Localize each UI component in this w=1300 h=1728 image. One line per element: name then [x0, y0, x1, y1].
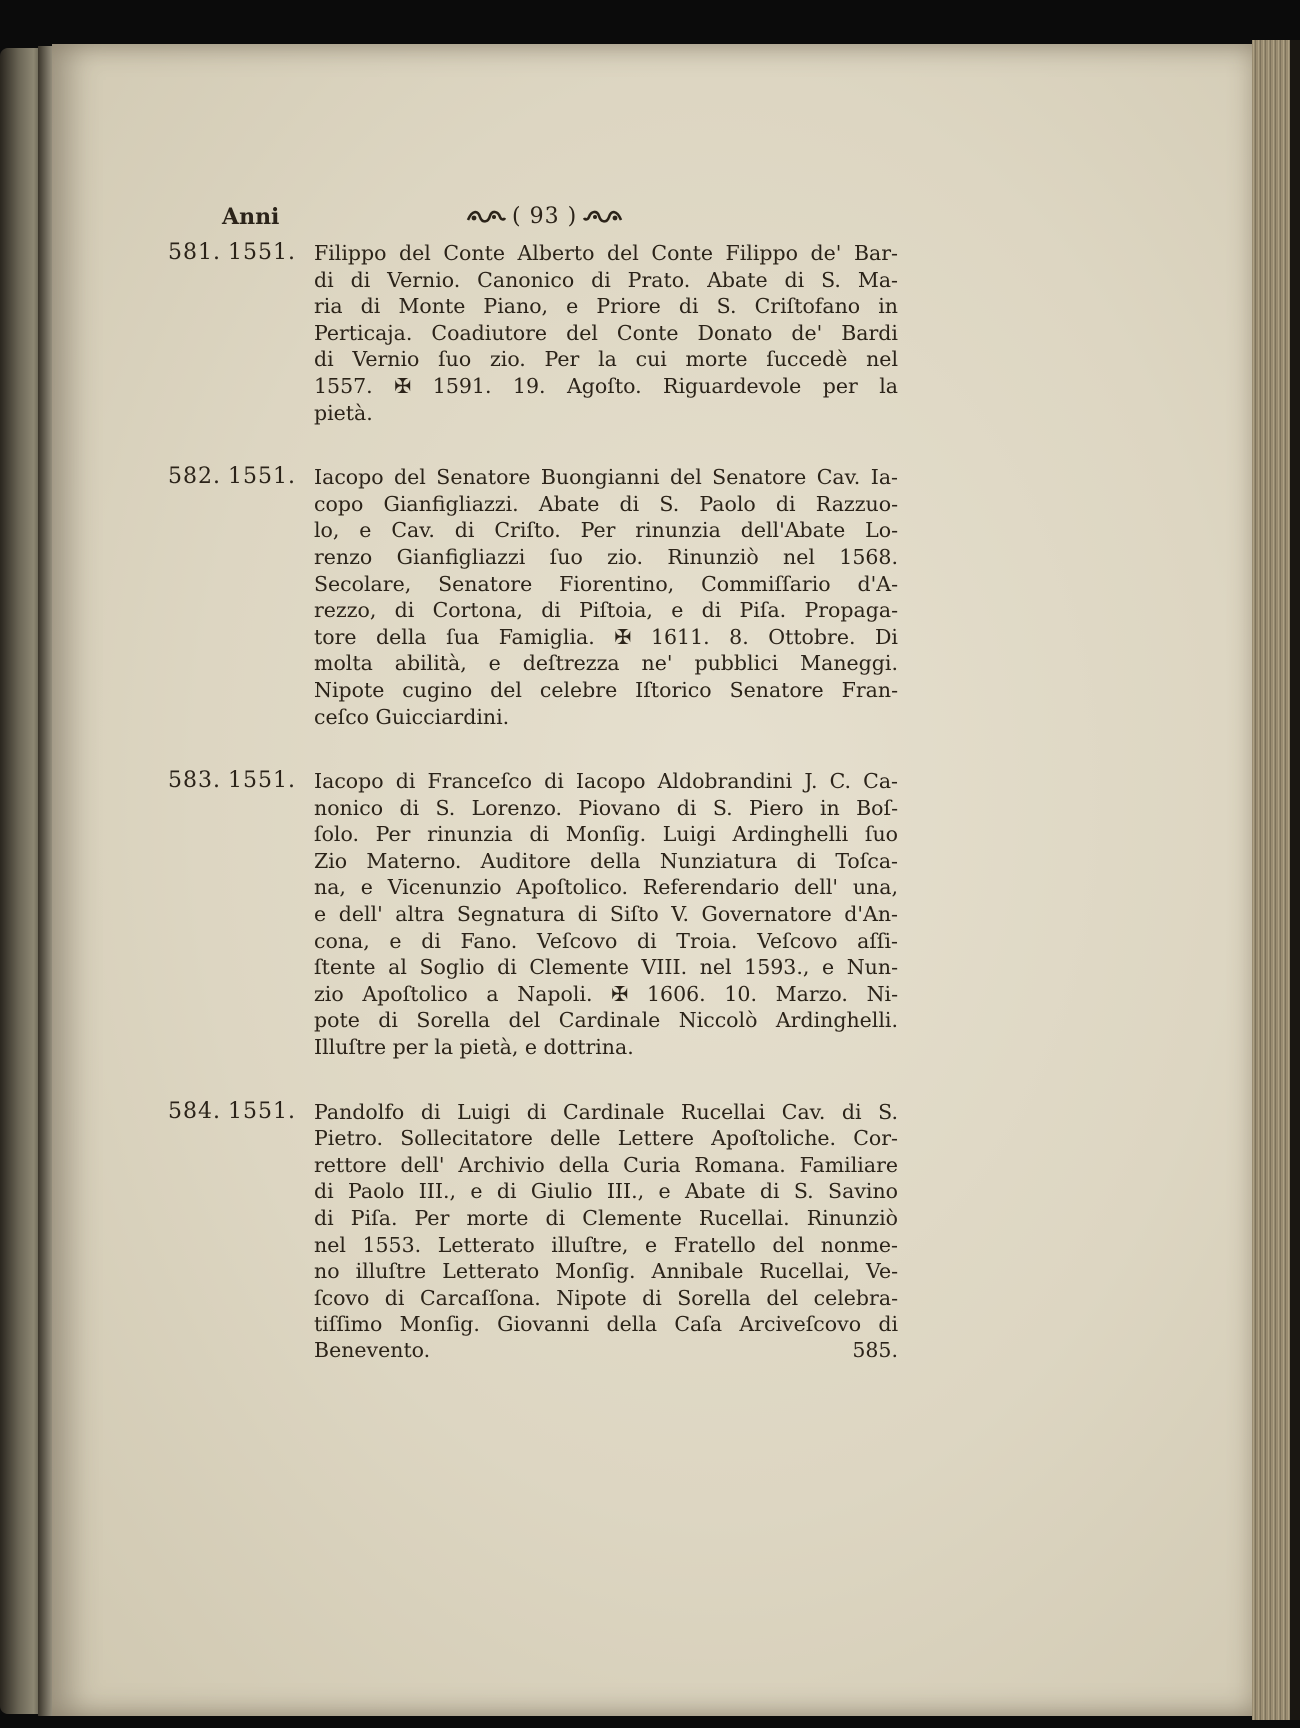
text-line: na, e Vicenunzio Apoſtolico. Referendario dell' una,	[314, 875, 898, 900]
text-line: Perticaja. Coadiutore del Conte Donato de' Bardi	[314, 320, 898, 345]
text-line: Nipote cugino del celebre Iſtorico Senatore Fran-	[314, 677, 898, 702]
entry-year: 1551.	[228, 768, 296, 794]
final-line-row	[314, 1338, 898, 1365]
text-line: Pandolfo di Luigi di Cardinale Rucellai Cav. di S.	[314, 1099, 898, 1124]
entry-581	[168, 240, 928, 426]
entry-584	[168, 1099, 928, 1365]
text-line: zio Apoſtolico a Napoli. ✠ 1606. 10. Marzo. Ni-	[314, 981, 898, 1006]
text-line: copo Gianfigliazzi. Abate di S. Paolo di Razzuo-	[314, 491, 898, 516]
text-line: tore della ſua Famiglia. ✠ 1611. 8. Ottobre. Di	[314, 624, 898, 649]
text-line: molta abilità, e deſtrezza ne' pubblici Maneggi.	[314, 651, 898, 676]
entry-text	[314, 768, 898, 1061]
entry-text	[314, 464, 898, 730]
text-line: di di Vernio. Canonico di Prato. Abate di S. Ma-	[314, 267, 898, 292]
page-text	[168, 204, 928, 1403]
text-line: ſolo. Per rinunzia di Monſig. Luigi Ardinghelli ſuo	[314, 822, 898, 847]
text-line: e dell' altra Segnatura di Siſto V. Governatore d'An-	[314, 902, 898, 927]
entry-583	[168, 768, 928, 1061]
text-line: nonico di S. Lorenzo. Piovano di S. Piero in Boſ-	[314, 795, 898, 820]
left-cover-board	[0, 48, 42, 1714]
catchword: 585.	[852, 1337, 898, 1362]
text-line: nel 1553. Letterato illuſtre, e Fratello del nonme-	[314, 1232, 898, 1257]
text-line: renzo Gianfigliazzi ſuo zio. Rinunziò nel 1568.	[314, 544, 898, 569]
ornament-right-icon	[583, 208, 623, 226]
entry-number: 584.	[168, 1098, 221, 1124]
text-line: di Piſa. Per morte di Clemente Rucellai. Rinunziò	[314, 1206, 898, 1230]
entry-number: 581.	[168, 240, 221, 265]
running-head	[168, 204, 928, 240]
text-line: pote di Sorella del Cardinale Niccolò Ardinghelli.	[314, 1008, 898, 1033]
text-line: rezzo, di Cortona, di Piſtoia, e di Piſa. Propaga-	[314, 598, 898, 623]
text-line: ceſco Guicciardini.	[314, 704, 510, 729]
text-line: Zio Materno. Auditore della Nunziatura di Toſca-	[314, 848, 898, 873]
entry-year: 1551.	[228, 1098, 296, 1124]
text-line: cona, e di Fano. Veſcovo di Troia. Veſcovo aſſi-	[314, 928, 898, 953]
text-line: ſtente al Soglio di Clemente VIII. nel 1593., e Nun-	[314, 955, 898, 980]
entry-year: 1551.	[228, 240, 296, 265]
text-line: di Paolo III., e di Giulio III., e Abate di S. Savino	[314, 1179, 898, 1204]
entry-text	[314, 1099, 898, 1338]
entry-text	[314, 240, 898, 426]
text-line: pietà.	[314, 400, 373, 425]
entry-number: 583.	[168, 768, 221, 794]
text-line: ria di Monte Piano, e Priore di S. Criſtofano in	[314, 294, 898, 319]
text-line: tiſſimo Monſig. Giovanni della Caſa Arciveſcovo di	[314, 1312, 898, 1337]
entry-582	[168, 464, 928, 730]
background-edge	[1290, 40, 1300, 1720]
text-line: rettore dell' Archivio della Curia Romana. Familiare	[314, 1152, 898, 1177]
text-line: di Vernio ſuo zio. Per la cui morte ſuccedè nel	[314, 347, 898, 372]
text-line: Filippo del Conte Alberto del Conte Filippo de' Bar-	[314, 241, 898, 265]
text-line: Secolare, Senatore Fiorentino, Commiſſario d'A-	[314, 571, 898, 596]
text-line: no illuſtre Letterato Monſig. Annibale Rucellai, Ve-	[314, 1259, 898, 1284]
entry-year: 1551.	[228, 464, 296, 490]
ornament-left-icon	[466, 208, 506, 226]
entry-number: 582.	[168, 464, 221, 490]
text-line: Iacopo di Franceſco di Iacopo Aldobrandini J. C. Ca-	[314, 769, 898, 794]
text-line: 1557. ✠ 1591. 19. Agoſto. Riguardevole per la	[314, 373, 898, 398]
folio	[466, 204, 623, 229]
text-line: Benevento.	[314, 1337, 431, 1362]
text-line: Pietro. Sollecitatore delle Lettere Apoſtoliche. Cor-	[314, 1126, 898, 1151]
text-line: Iacopo del Senatore Buongianni del Senatore Cav. Ia-	[314, 465, 898, 490]
text-line: ſcovo di Carcaſſona. Nipote di Sorella del celebra-	[314, 1285, 898, 1310]
text-line: Illuſtre per la pietà, e dottrina.	[314, 1035, 634, 1060]
running-head-section: Anni	[222, 204, 280, 230]
text-line: lo, e Cav. di Criſto. Per rinunzia dell'Abate Lo-	[314, 518, 898, 543]
page-number: ( 93 )	[512, 204, 578, 229]
